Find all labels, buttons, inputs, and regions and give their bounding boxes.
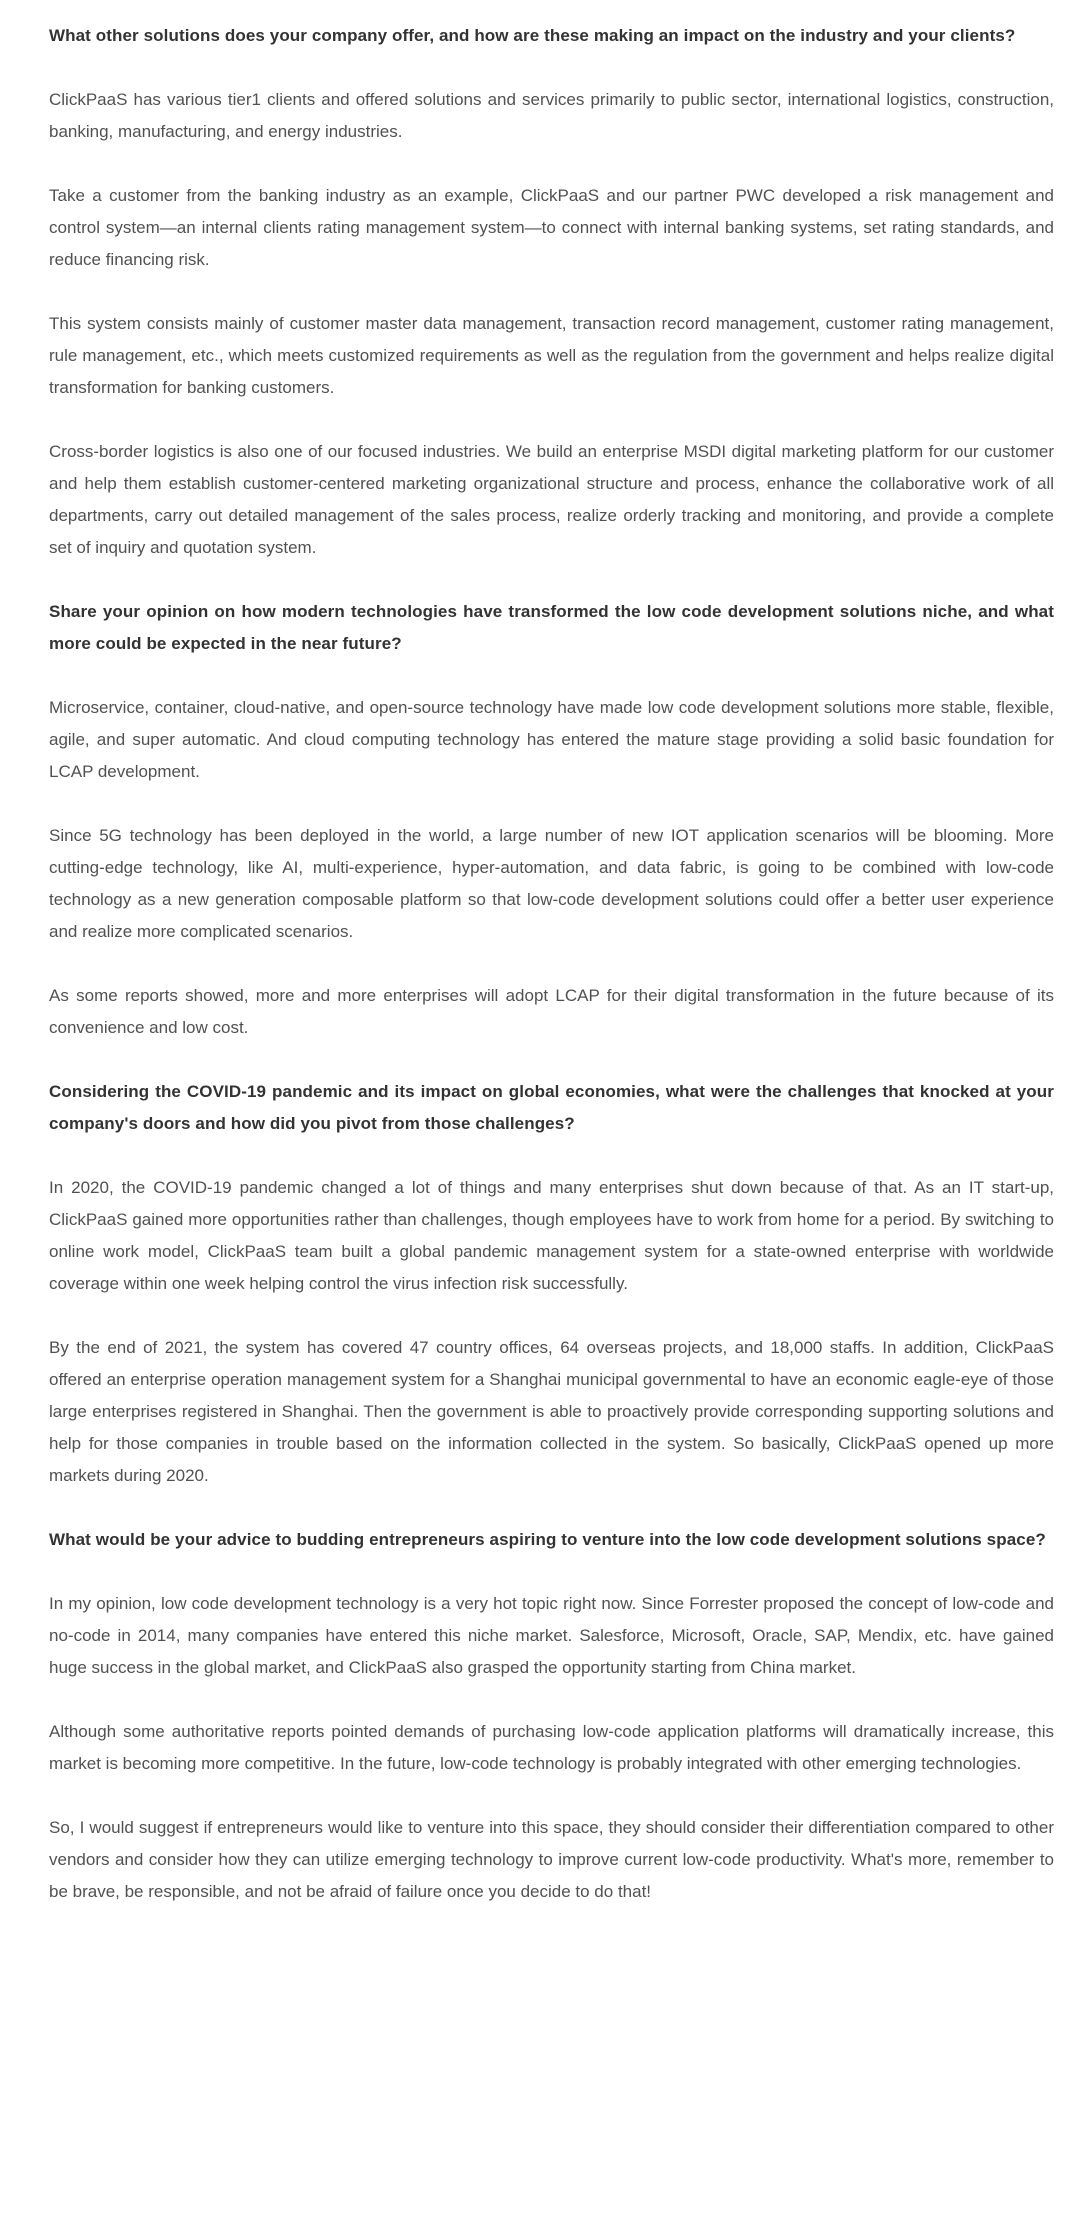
answer-paragraph: Since 5G technology has been deployed in the world, a large number of new IOT application scenarios will be blooming. More cutting-edge technology, like AI, multi-experience, hyper-automation, and data fabric, is going to be combined with low-code technology as a new generation composable platform so that low-code development solutions could offer a better user experience and realize more complicated scenarios. [49, 826, 1054, 941]
question-heading: Considering the COVID-19 pandemic and its impact on global economies, what were the challenges that knocked at your company's doors and how did you pivot from those challenges? [49, 1082, 1054, 1133]
answer-paragraph: In 2020, the COVID-19 pandemic changed a lot of things and many enterprises shut down because of that. As an IT start-up, ClickPaaS gained more opportunities rather than challenges, though employees have to work from home for a period. By switching to online work model, ClickPaaS team built a global pandemic management system for a state-owned enterprise with worldwide coverage within one week helping control the virus infection risk successfully. [49, 1178, 1054, 1293]
answer-paragraph: Although some authoritative reports pointed demands of purchasing low-code application platforms will dramatically increase, this market is becoming more competitive. In the future, low-code technology is probably integrated with other emerging technologies. [49, 1722, 1054, 1773]
question-heading: What other solutions does your company offer, and how are these making an impact on the industry and your clients? [49, 26, 1016, 45]
answer-paragraph: Take a customer from the banking industry as an example, ClickPaaS and our partner PWC developed a risk management and control system—an internal clients rating management system—to connect with internal banking systems, set rating standards, and reduce financing risk. [49, 186, 1054, 269]
answer-paragraph: This system consists mainly of customer master data management, transaction record management, customer rating management, rule management, etc., which meets customized requirements as well as the regulation from the government and helps realize digital transformation for banking customers. [49, 314, 1054, 397]
answer-paragraph: So, I would suggest if entrepreneurs would like to venture into this space, they should consider their differentiation compared to other vendors and consider how they can utilize emerging technology to improve current low-code productivity. What's more, remember to be brave, be responsible, and not be afraid of failure once you decide to do that! [49, 1818, 1054, 1901]
answer-paragraph: By the end of 2021, the system has covered 47 country offices, 64 overseas projects, and 18,000 staffs. In addition, ClickPaaS offered an enterprise operation management system for a Shanghai municipal governmental to have an economic eagle-eye of those large enterprises registered in Shanghai. Then the government is able to proactively provide corresponding supporting solutions and help for those companies in trouble based on the information collected in the system. So basically, ClickPaaS opened up more markets during 2020. [49, 1338, 1054, 1485]
answer-paragraph: As some reports showed, more and more enterprises will adopt LCAP for their digital transformation in the future because of its convenience and low cost. [49, 986, 1054, 1037]
question-heading: What would be your advice to budding entrepreneurs aspiring to venture into the low code development solutions space? [49, 1530, 1046, 1549]
answer-paragraph: In my opinion, low code development technology is a very hot topic right now. Since Forrester proposed the concept of low-code and no-code in 2014, many companies have entered this niche market. Salesforce, Microsoft, Oracle, SAP, Mendix, etc. have gained huge success in the global market, and ClickPaaS also grasped the opportunity starting from China market. [49, 1594, 1054, 1677]
answer-paragraph: Cross-border logistics is also one of our focused industries. We build an enterprise MSDI digital marketing platform for our customer and help them establish customer-centered marketing organizational structure and process, enhance the collaborative work of all departments, carry out detailed management of the sales process, realize orderly tracking and monitoring, and provide a complete set of inquiry and quotation system. [49, 442, 1054, 557]
question-heading: Share your opinion on how modern technologies have transformed the low code development solutions niche, and what more could be expected in the near future? [49, 602, 1054, 653]
answer-paragraph: ClickPaaS has various tier1 clients and offered solutions and services primarily to public sector, international logistics, construction, banking, manufacturing, and energy industries. [49, 90, 1054, 141]
answer-paragraph: Microservice, container, cloud-native, and open-source technology have made low code development solutions more stable, flexible, agile, and super automatic. And cloud computing technology has entered the mature stage providing a solid basic foundation for LCAP development. [49, 698, 1054, 781]
